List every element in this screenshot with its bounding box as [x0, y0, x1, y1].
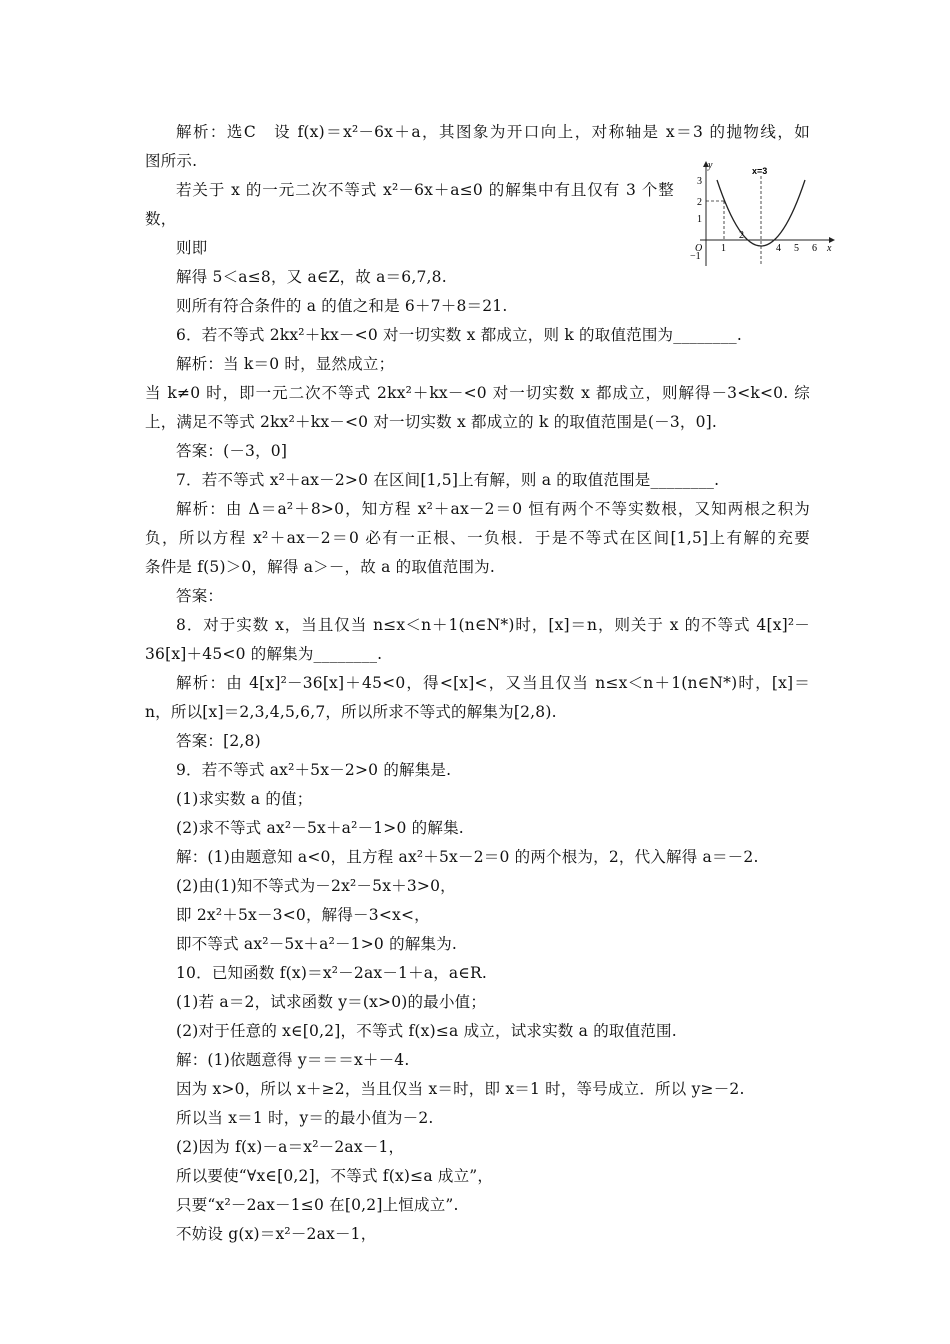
- x-tick-label: 6: [812, 243, 817, 254]
- answer-line: 答案：: [176, 587, 224, 605]
- text-line: 解析：选C 设 f(x)＝x²－6x＋a，其图象为开口向上，对称轴是 x＝3 的抛物线，如: [176, 123, 810, 141]
- text-line: 解析：由 Δ＝a²＋8>0，知方程 x²＋ax－2＝0 恒有两个不等实数根，又知两根之积为: [176, 500, 810, 518]
- text-line: (1)若 a＝2，试求函数 y＝(x>0)的最小值；: [176, 993, 487, 1011]
- text-line: 条件是 f(5)＞0，解得 a＞－，故 a 的取值范围为.: [145, 558, 495, 576]
- y-axis-label: y: [708, 160, 713, 171]
- text-line: 解析：由 4[x]²－36[x]＋45<0，得<[x]<，又当且仅当 n≤x＜n＋1(n∈N*)时，[x]＝: [176, 674, 810, 692]
- text-line: 不妨设 g(x)＝x²－2ax－1，: [176, 1225, 377, 1243]
- text-line: (2)由(1)知不等式为－2x²－5x＋3>0，: [176, 877, 456, 895]
- parabola-figure: [686, 158, 838, 272]
- text-line: 所以当 x＝1 时，y＝的最小值为－2.: [176, 1109, 434, 1127]
- question-9: 9．若不等式 ax²＋5x－2>0 的解集是.: [176, 761, 452, 779]
- x-tick-label: 4: [776, 243, 781, 254]
- text-line: (2)对于任意的 x∈[0,2]，不等式 f(x)≤a 成立，试求实数 a 的取值范围.: [176, 1022, 677, 1040]
- x-tick-label: 2: [739, 230, 744, 241]
- question-8: 8．对于实数 x，当且仅当 n≤x＜n＋1(n∈N*)时，[x]＝n，则关于 x 的不等式 4[x]²－: [176, 616, 810, 634]
- text-line: 解：(1)依题意得 y＝＝＝x＋－4.: [176, 1051, 410, 1069]
- text-line: (1)求实数 a 的值；: [176, 790, 313, 808]
- text-line: 解得 5＜a≤8，又 a∈Z，故 a＝6,7,8.: [176, 268, 447, 286]
- text-line: 则所有符合条件的 a 的值之和是 6＋7＋8＝21.: [176, 297, 508, 315]
- text-line: 所以要使“∀x∈[0,2]，不等式 f(x)≤a 成立”，: [176, 1167, 494, 1185]
- text-line: 即 2x²＋5x－3<0，解得－3<x<，: [176, 906, 430, 924]
- y-tick-label: 3: [697, 176, 702, 187]
- text-line: 即不等式 ax²－5x＋a²－1>0 的解集为.: [176, 935, 458, 953]
- symmetry-axis-label: x=3: [752, 166, 768, 176]
- x-tick-label: 1: [721, 243, 726, 254]
- text-line: 上，满足不等式 2kx²＋kx－<0 对一切实数 x 都成立的 k 的取值范围是(－3，0].: [145, 413, 718, 431]
- text-line: 36[x]＋45<0 的解集为________.: [145, 645, 383, 663]
- x-axis-label: x: [827, 243, 832, 254]
- text-line: 只要“x²－2ax－1≤0 在[0,2]上恒成立”.: [176, 1196, 459, 1214]
- answer-line: 答案：(－3，0]: [176, 442, 288, 460]
- text-line: 因为 x>0，所以 x＋≥2，当且仅当 x＝时，即 x＝1 时，等号成立．所以 y≥－2.: [176, 1080, 745, 1098]
- text-line: 解：(1)由题意知 a<0，且方程 ax²＋5x－2＝0 的两个根为，2，代入解得 a＝－2.: [176, 848, 759, 866]
- y-tick-label: −1: [690, 251, 701, 262]
- text-line: (2)因为 f(x)－a＝x²－2ax－1，: [176, 1138, 405, 1156]
- question-10: 10．已知函数 f(x)＝x²－2ax－1＋a，a∈R.: [176, 964, 488, 982]
- answer-line: 答案：[2,8): [176, 732, 261, 750]
- origin-label: O: [695, 243, 703, 254]
- text-line: 若关于 x 的一元二次不等式 x²－6x＋a≤0 的解集中有且仅有 3 个整: [176, 181, 674, 199]
- question-6: 6．若不等式 2kx²＋kx－<0 对一切实数 x 都成立，则 k 的取值范围为________.: [176, 326, 742, 344]
- text-line: 数，: [145, 210, 177, 228]
- y-tick-label: 1: [697, 214, 702, 225]
- text-line: n，所以[x]＝2,3,4,5,6,7，所以所求不等式的解集为[2,8).: [145, 703, 557, 721]
- x-tick-label: 5: [794, 243, 799, 254]
- y-tick-label: 2: [697, 197, 702, 208]
- text-line: 则即: [176, 239, 208, 257]
- text-line: 当 k≠0 时，即一元二次不等式 2kx²＋kx－<0 对一切实数 x 都成立，则解得－3<k<0. 综: [145, 384, 810, 402]
- text-line: 图所示.: [145, 152, 198, 170]
- text-line: (2)求不等式 ax²－5x＋a²－1>0 的解集.: [176, 819, 464, 837]
- question-7: 7．若不等式 x²＋ax－2>0 在区间[1,5]上有解，则 a 的取值范围是________.: [176, 471, 720, 489]
- text-line: 解析：当 k＝0 时，显然成立；: [176, 355, 395, 373]
- text-line: 负，所以方程 x²＋ax－2＝0 必有一正根、一负根．于是不等式在区间[1,5]上有解的充要: [145, 529, 810, 547]
